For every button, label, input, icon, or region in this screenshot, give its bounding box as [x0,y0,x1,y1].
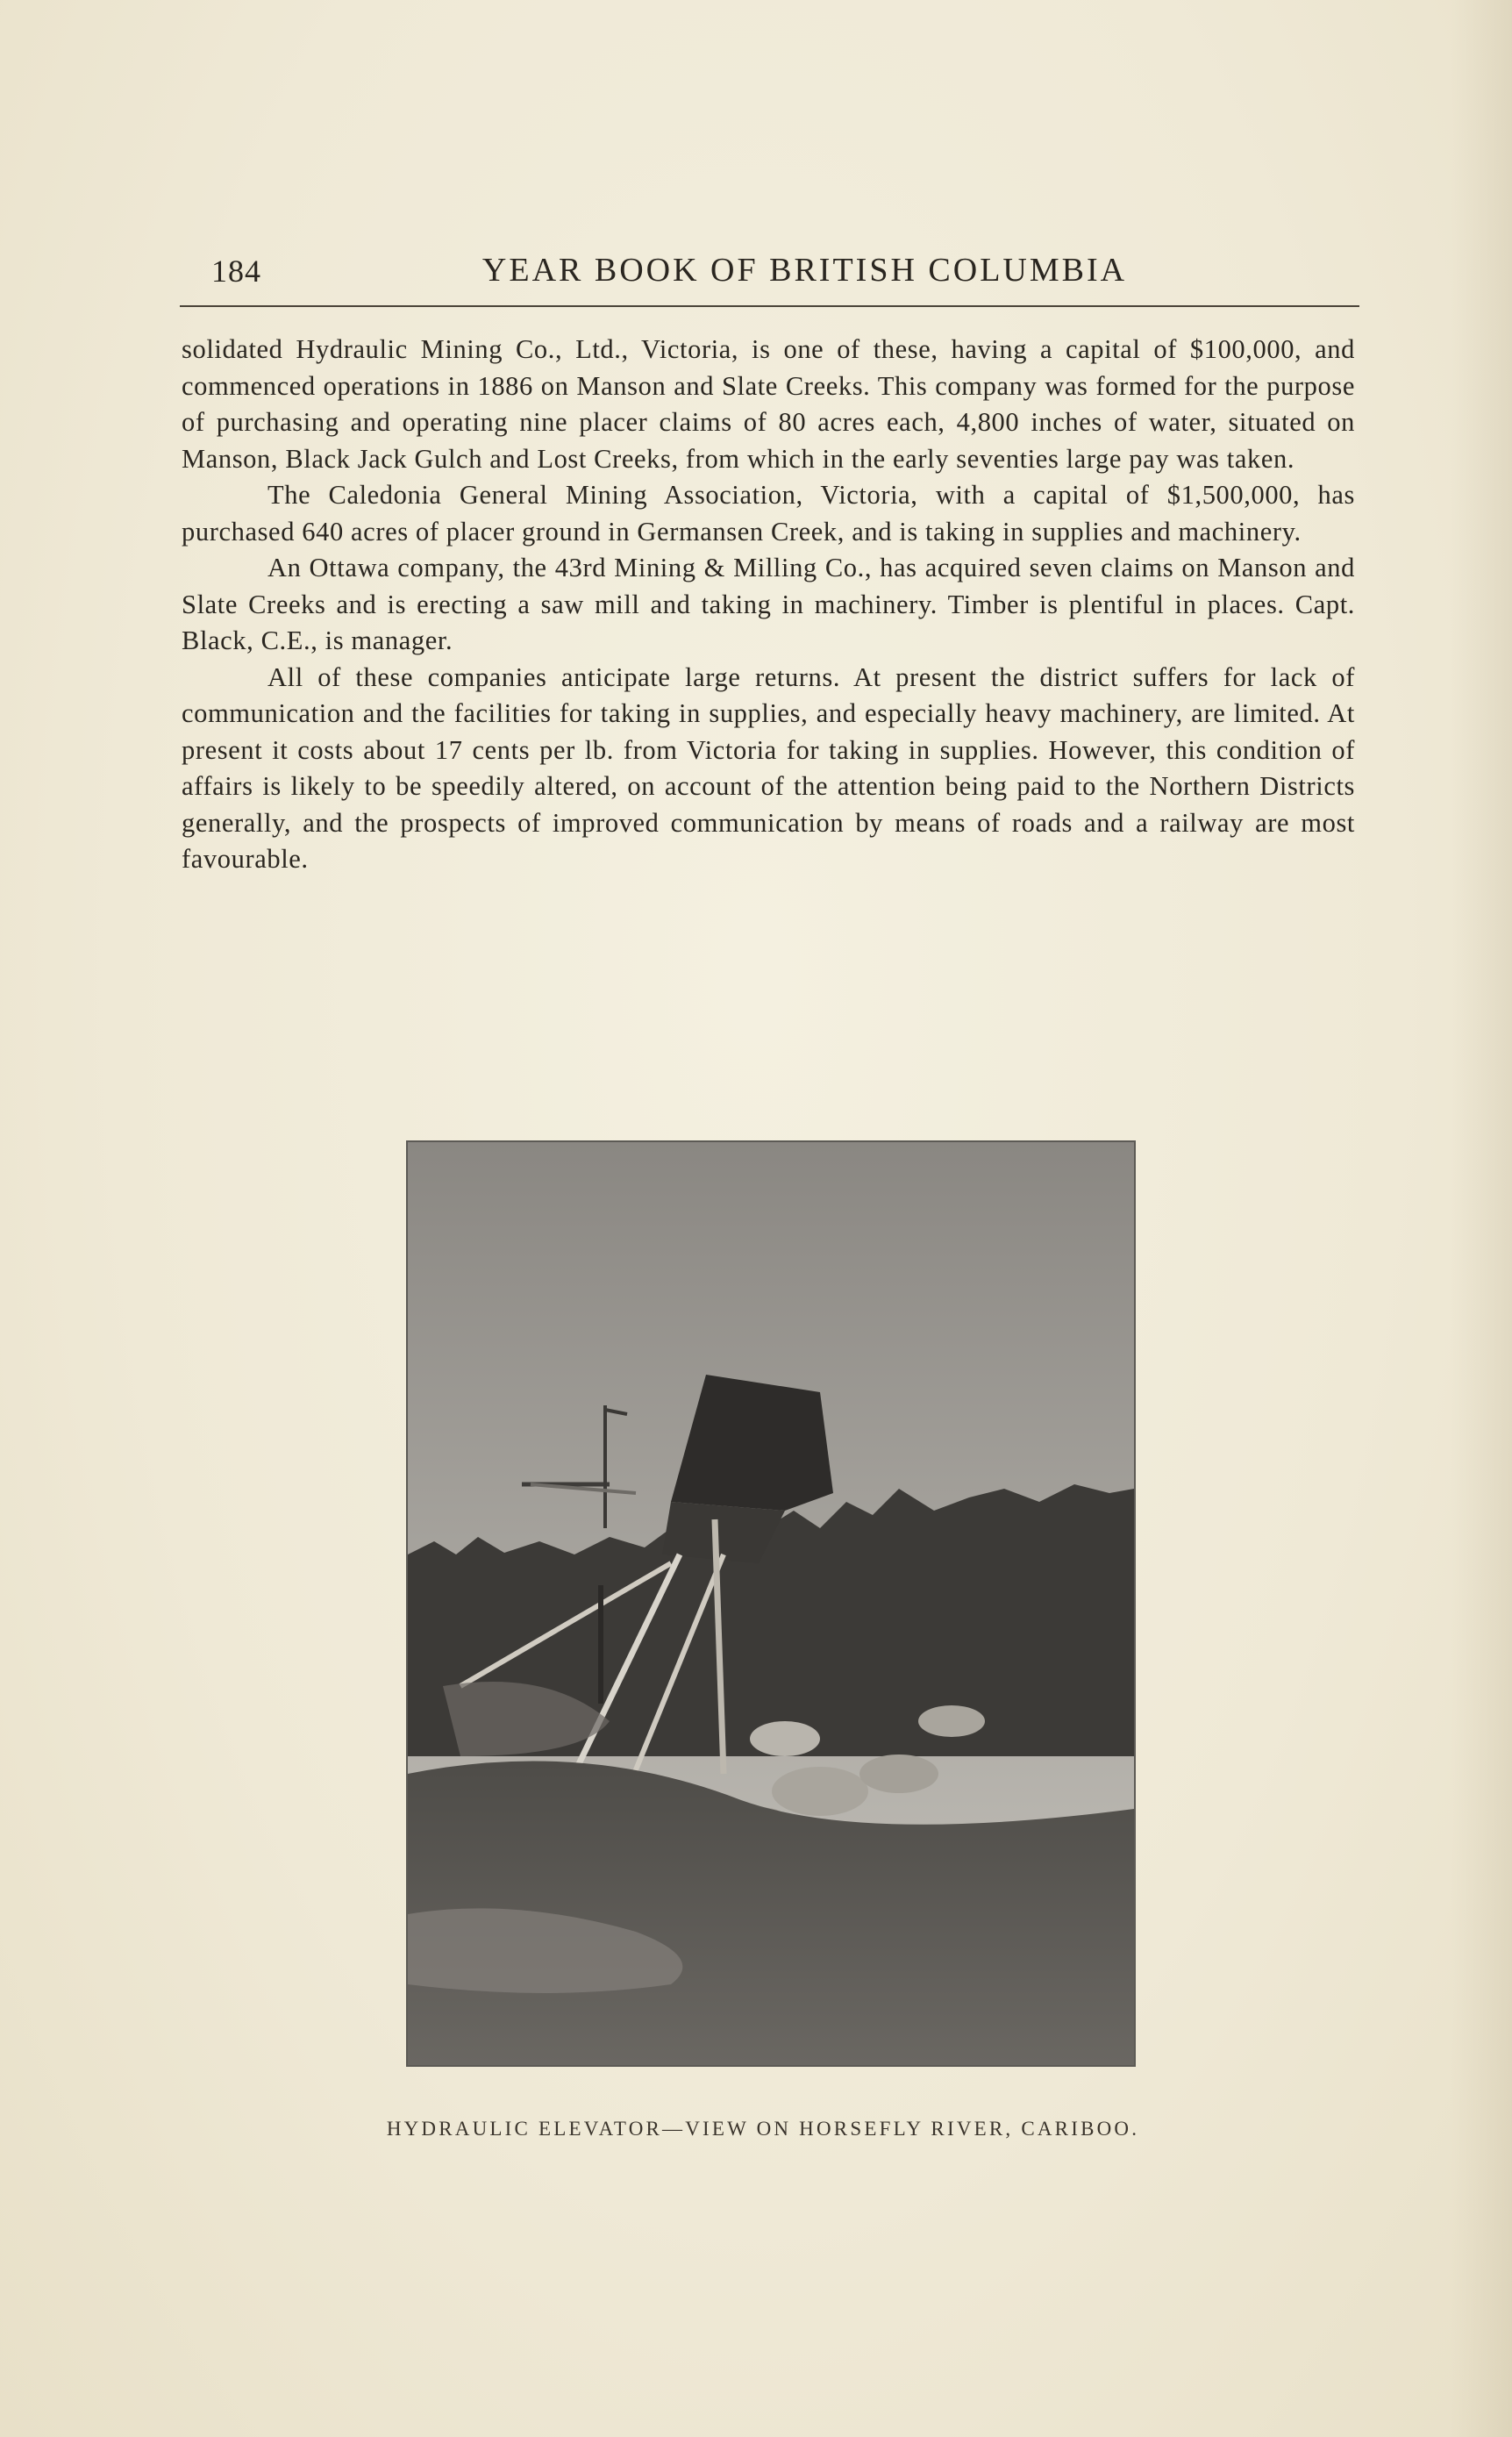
paragraph-4: All of these companies anticipate large returns. At present the district suffers for lack of communication and the facilities for taking in supplies, and especially heavy machinery, are limited. At present it costs about 17 cents per lb. from Victoria for taking in supplies. However, this condition of affairs is likely to be speedily altered, on account of the attention being paid to the Northern Districts generally, and the prospects of improved communication by means of roads and a railway are most favourable. [182,661,1355,874]
figure-caption: HYDRAULIC ELEVATOR—VIEW ON HORSEFLY RIVER, CARIBOO. [386,2118,1140,2140]
page-edge-shade [1451,0,1512,2437]
photograph-hydraulic-elevator [406,1140,1136,2067]
body-text [182,332,1355,878]
paragraph-3: An Ottawa company, the 43rd Mining & Milling Co., has acquired seven claims on Manson and Slate Creeks and is erecting a saw mill and taking in machinery. Timber is plentiful in places. Capt. Black, C.E., is manager. [182,553,1355,655]
page-number: 184 [211,254,261,289]
paragraph-2: The Caledonia General Mining Association, Victoria, with a capital of $1,500,000, has purchased 640 acres of placer ground in Germansen Creek, and is taking in supplies and machinery. [182,480,1355,547]
photograph-image [408,1142,1134,2065]
page-header [180,247,1359,307]
paragraph-1: solidated Hydraulic Mining Co., Ltd., Victoria, is one of these, having a capital of $100,000, and commenced operations in 1886 on Manson and Slate Creeks. This company was formed for the purpose of purchasing and operating nine placer claims of 80 acres each, 4,800 inches of water, situated on Manson, Black Jack Gulch and Lost Creeks, from which in the early seventies large pay was taken. [182,334,1355,474]
running-head: YEAR BOOK OF BRITISH COLUMBIA [481,252,1128,289]
